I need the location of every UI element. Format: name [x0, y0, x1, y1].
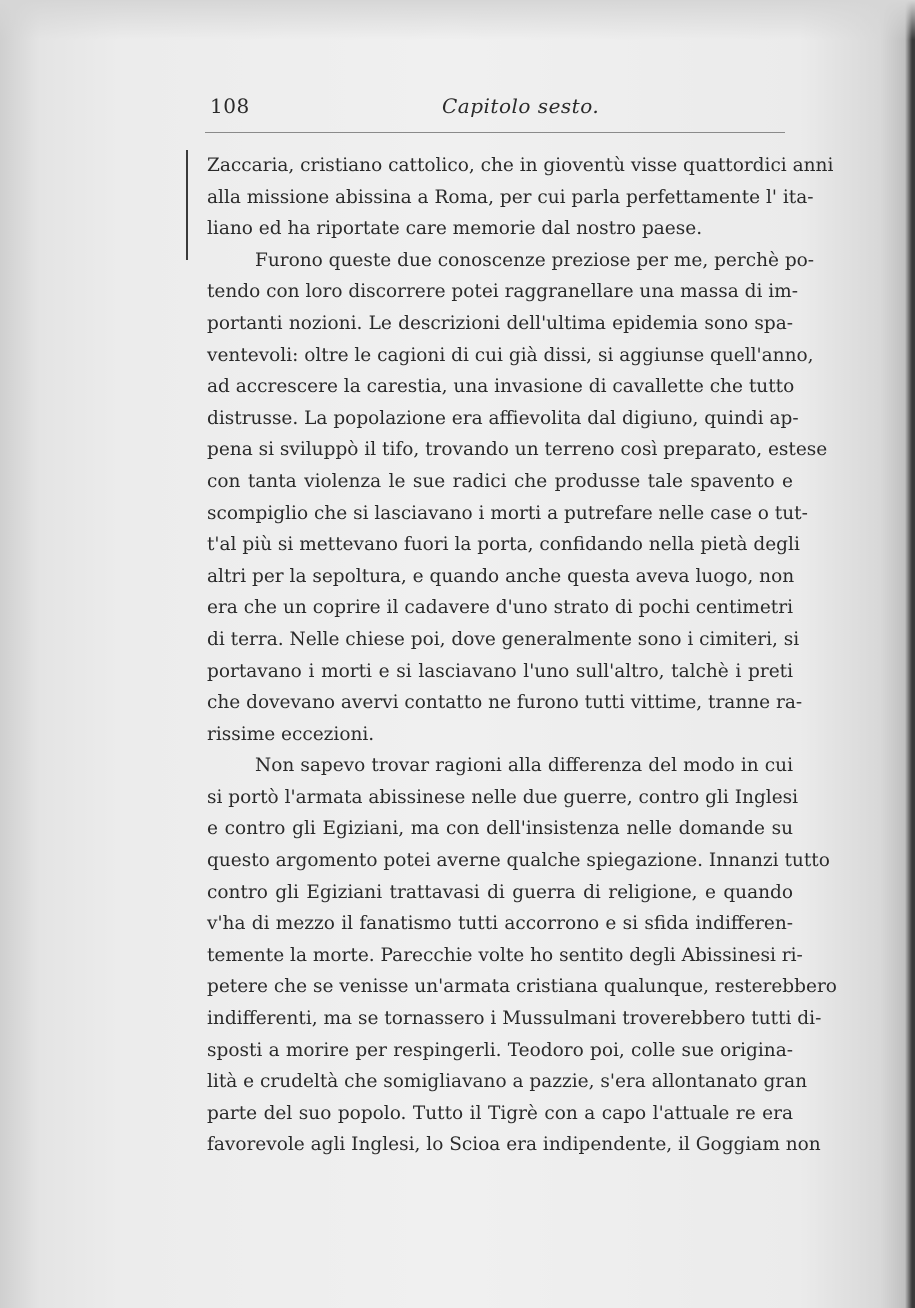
text-line: portavano i morti e si lasciavano l'uno sull'altro, talchè i preti: [207, 660, 793, 682]
text-line: altri per la sepoltura, e quando anche questa aveva luogo, non: [207, 565, 795, 587]
text-line: si portò l'armata abissinese nelle due guerre, contro gli Inglesi: [207, 786, 799, 808]
page-shadow: [0, 0, 915, 40]
text-line: Non sapevo trovar ragioni alla differenza del modo in cui: [255, 755, 793, 777]
text-line: petere che se venisse un'armata cristiana qualunque, resterebbero: [207, 976, 837, 998]
text-line: v'ha di mezzo il fanatismo tutti accorrono e si sfida indifferen-: [207, 913, 793, 935]
text-line: liano ed ha riportate care memorie dal nostro paese.: [207, 218, 703, 240]
text-line: questo argomento potei averne qualche spiegazione. Innanzi tutto: [207, 850, 830, 872]
text-line: Zaccaria, cristiano cattolico, che in gioventù visse quattordici anni: [207, 155, 834, 176]
page-number: 108: [210, 94, 250, 118]
text-line: e contro gli Egiziani, ma con dell'insistenza nelle domande su: [207, 818, 793, 840]
text-line: con tanta violenza le sue radici che produsse tale spavento e: [207, 470, 793, 492]
text-line: era che un coprire il cadavere d'uno strato di pochi centimetri: [207, 597, 793, 619]
text-line: favorevole agli Inglesi, lo Scioa era indipendente, il Goggiam non: [207, 1134, 821, 1156]
text-line: che dovevano avervi contatto ne furono tutti vittime, tranne ra-: [207, 692, 803, 714]
text-line: parte del suo popolo. Tutto il Tigrè con a capo l'attuale re era: [207, 1102, 793, 1124]
margin-mark: [186, 150, 188, 260]
text-line: sposti a morire per respingerli. Teodoro poi, colle sue origina-: [207, 1039, 793, 1061]
text-line: Furono queste due conoscenze preziose per me, perchè po-: [255, 249, 815, 271]
text-line: tendo con loro discorrere potei raggranellare una massa di im-: [207, 281, 798, 303]
text-line: lità e crudeltà che somigliavano a pazzie, s'era allontanato gran: [207, 1071, 808, 1093]
text-line: portanti nozioni. Le descrizioni dell'ultima epidemia sono spa-: [207, 312, 793, 334]
chapter-title: Capitolo sesto.: [442, 94, 600, 118]
text-line: indifferenti, ma se tornassero i Mussulmani troverebbero tutti di-: [207, 1008, 822, 1030]
text-line: t'al più si mettevano fuori la porta, confidando nella pietà degli: [207, 534, 800, 556]
text-line: alla missione abissina a Roma, per cui parla perfettamente l' ita-: [207, 186, 814, 208]
text-line: ventevoli: oltre le cagioni di cui già dissi, si aggiunse quell'anno,: [207, 344, 814, 366]
text-line: di terra. Nelle chiese poi, dove generalmente sono i cimiteri, si: [207, 628, 800, 650]
text-line: scompiglio che si lasciavano i morti a putrefare nelle case o tut-: [207, 502, 808, 524]
header-rule: [205, 132, 785, 133]
text-line: pena si sviluppò il tifo, trovando un terreno così preparato, estese: [207, 439, 828, 461]
running-head: [210, 94, 790, 124]
text-line: contro gli Egiziani trattavasi di guerra di religione, e quando: [207, 881, 793, 903]
text-line: temente la morte. Parecchie volte ho sentito degli Abissinesi ri-: [207, 944, 803, 966]
text-line: distrusse. La popolazione era affievolita dal digiuno, quindi ap-: [207, 407, 799, 429]
text-line: ad accrescere la carestia, una invasione di cavallette che tutto: [207, 376, 795, 398]
text-line: rissime eccezioni.: [207, 723, 375, 745]
body-text: [207, 150, 837, 1161]
